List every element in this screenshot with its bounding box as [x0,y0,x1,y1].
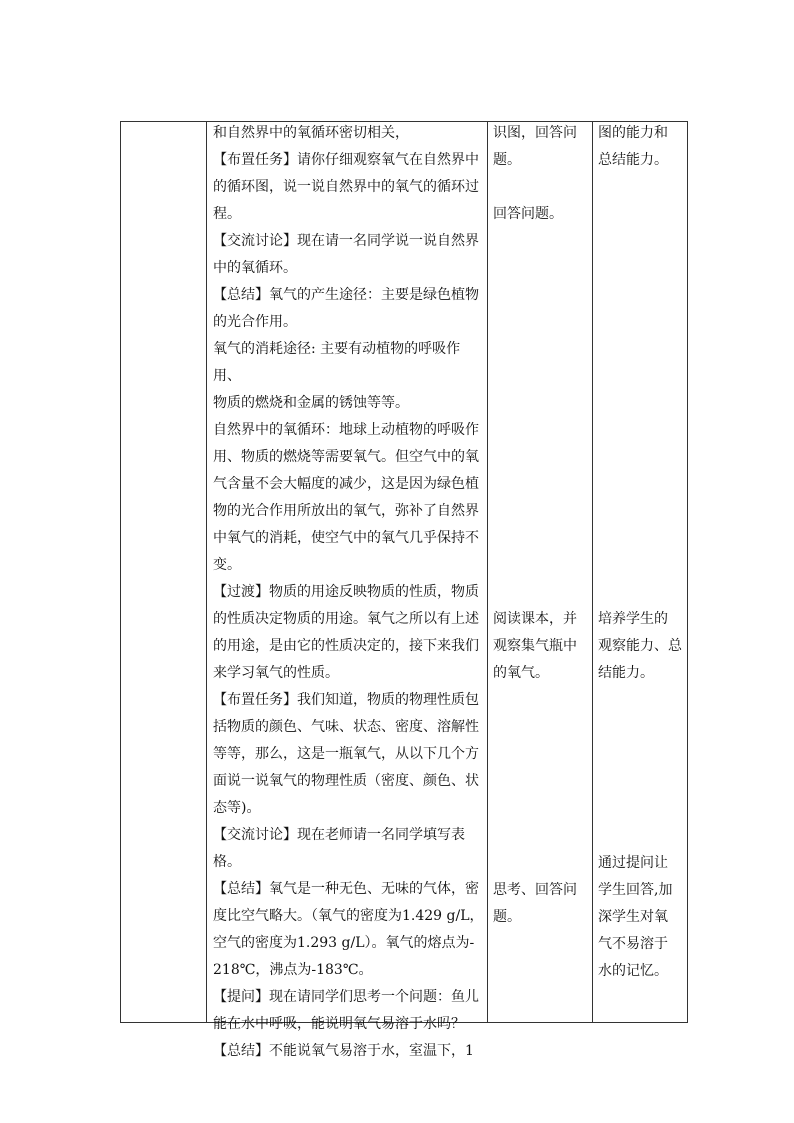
text-line: 物的光合作用所放出的氧气，弥补了自然界 [213,503,479,519]
text-line: 【交流讨论】现在请一名同学说一说自然界 [213,233,479,249]
text-line: 态等)。 [213,800,261,816]
text-line: 回答问题。 [493,206,563,222]
student-activity-3 [493,877,583,931]
text-line: 识图，回答问 [493,125,577,141]
text-line: 观察能力、总 [598,638,682,654]
text-line: 氧气的消耗途径: 主要有动植物的呼吸作用、 [213,341,461,384]
text-line: 培养学生的 [598,611,668,627]
text-line: 度比空气略大。（氧气的密度为1.429 g/L， [213,908,484,924]
text-line: 的用途，是由它的性质决定的，接下来我们 [213,638,479,654]
student-activity-2 [493,606,583,687]
text-line: 阅读课本，并 [493,611,577,627]
design-intent-3 [598,850,686,985]
text-line: 观察集气瓶中 [493,638,577,654]
text-line: 和自然界中的氧循环密切相关， [213,125,409,141]
text-line: 【过渡】物质的用途反映物质的性质，物质 [213,584,479,600]
text-line: 通过提问让 [598,855,668,871]
text-line: 【布置任务】请你仔细观察氧气在自然界中 [213,152,479,168]
design-intent-2 [598,606,686,687]
text-line: 气不易溶于 [598,936,668,952]
text-line: 用、物质的燃烧等需要氧气。但空气中的氧 [213,449,479,465]
text-line: 深学生对氧 [598,909,668,925]
text-line: 水的记忆。 [598,963,668,979]
text-line: 括物质的颜色、气味、状态、密度、溶解性 [213,719,479,735]
text-line: 的光合作用。 [213,314,297,330]
text-line: 总结能力。 [598,152,668,168]
text-line: 中氧气的消耗，使空气中的氧气几乎保持不 [213,530,479,546]
text-line: 【提问】现在请同学们思考一个问题：鱼儿 [213,989,479,1005]
text-line: 218℃，沸点为-183℃。 [213,962,373,978]
text-line: 来学习氧气的性质。 [213,665,339,681]
text-line: 的循环图，说一说自然界中的氧气的循环过 [213,179,479,195]
text-line: 程。 [213,206,241,222]
teacher-activity-cell [213,120,485,1065]
text-line: 题。 [493,152,521,168]
text-line: 【总结】氧气是一种无色、无味的气体，密 [213,881,479,897]
text-line: 等等，那么，这是一瓶氧气，从以下几个方 [213,746,479,762]
text-line: 面说一说氧气的物理性质（密度、颜色、状 [213,773,479,789]
text-line: 题。 [493,909,521,925]
lesson-table [120,121,688,1059]
text-line: 【总结】氧气的产生途径：主要是绿色植物 [213,287,479,303]
text-line: 能在水中呼吸，能说明氧气易溶于水吗？ [213,1016,465,1032]
text-line: 的性质决定物质的用途。氧气之所以有上述 [213,611,479,627]
column-divider-3 [592,122,593,1022]
text-line: 【布置任务】我们知道，物质的物理性质包 [213,692,479,708]
text-line: 结能力。 [598,665,654,681]
text-line: 【交流讨论】现在老师请一名同学填写表格。 [213,827,465,870]
column-divider-1 [206,122,207,1022]
text-line: 中的氧循环。 [213,260,297,276]
text-line: 的氧气。 [493,665,549,681]
column-divider-2 [487,122,488,1022]
design-intent-1 [598,120,686,174]
text-line: 【总结】不能说氧气易溶于水，室温下，1 [213,1043,474,1059]
text-line: 气含量不会大幅度的减少，这是因为绿色植 [213,476,479,492]
text-line: 图的能力和 [598,125,668,141]
text-line: 变。 [213,557,241,573]
text-line: 物质的燃烧和金属的锈蚀等等。 [213,395,409,411]
text-line: 思考、回答问 [493,882,577,898]
text-line: 空气的密度为1.293 g/L）。氧气的熔点为- [213,935,475,951]
text-line: 自然界中的氧循环：地球上动植物的呼吸作 [213,422,479,438]
text-line: 学生回答,加 [598,882,673,898]
student-activity-1 [493,120,583,228]
